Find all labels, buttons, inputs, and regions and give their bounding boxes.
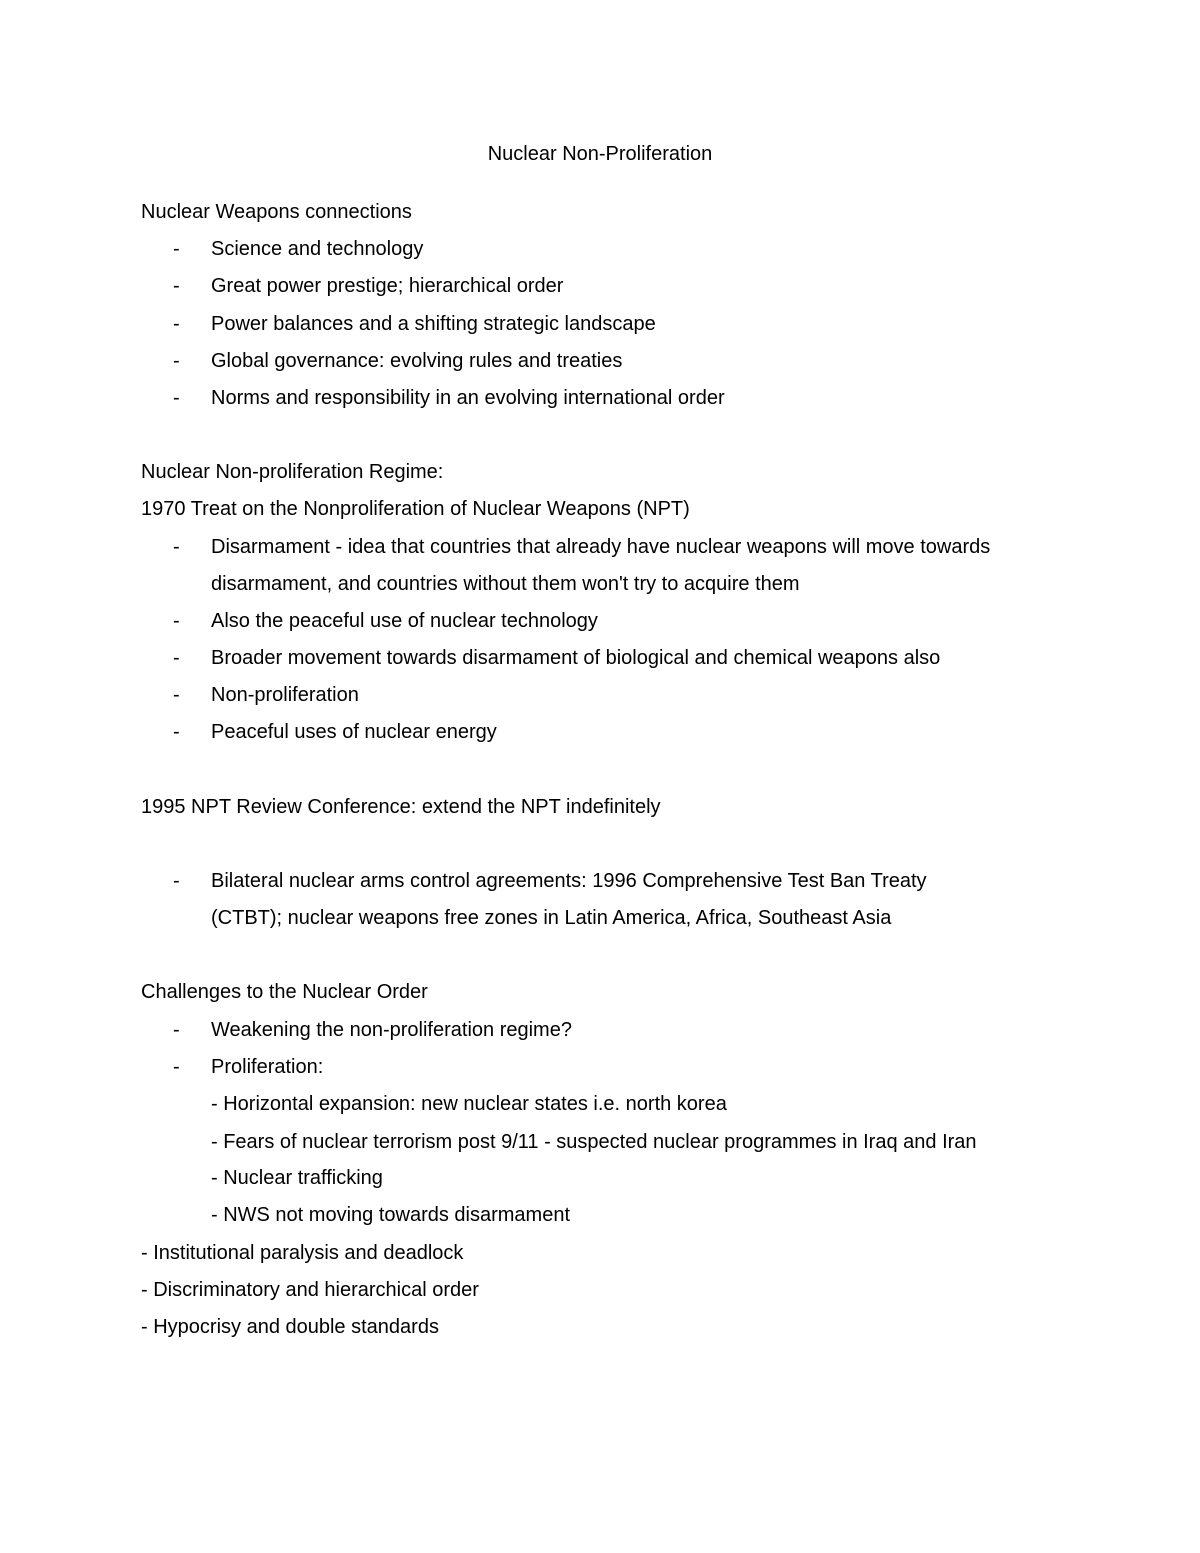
bullet-dash: -: [173, 313, 180, 335]
list-item-text: Broader movement towards disarmament of biological and chemical weapons also: [211, 647, 941, 669]
list-item-text: disarmament, and countries without them won't try to acquire them: [211, 573, 800, 595]
bullet-dash: -: [173, 1056, 180, 1078]
outer-list-item: - Institutional paralysis and deadlock: [141, 1242, 464, 1264]
section-subheading-npt: 1970 Treat on the Nonproliferation of Nuclear Weapons (NPT): [141, 498, 690, 520]
sub-list-item: - Horizontal expansion: new nuclear states i.e. north korea: [211, 1093, 727, 1115]
list-item-text: Bilateral nuclear arms control agreements: 1996 Comprehensive Test Ban Treaty: [211, 870, 927, 892]
list-item-text: Global governance: evolving rules and treaties: [211, 350, 623, 372]
bullet-dash: -: [173, 275, 180, 297]
list-item-text: Power balances and a shifting strategic landscape: [211, 313, 656, 335]
outer-list-item: - Hypocrisy and double standards: [141, 1316, 439, 1338]
bullet-dash: -: [173, 610, 180, 632]
list-item-text: Great power prestige; hierarchical order: [211, 275, 564, 297]
list-item-text: Peaceful uses of nuclear energy: [211, 721, 497, 743]
bullet-dash: -: [173, 238, 180, 260]
outer-list-item: - Discriminatory and hierarchical order: [141, 1279, 479, 1301]
list-item-text: Also the peaceful use of nuclear technology: [211, 610, 598, 632]
list-item-text: Science and technology: [211, 238, 424, 260]
bullet-dash: -: [173, 721, 180, 743]
list-item-text: (CTBT); nuclear weapons free zones in Latin America, Africa, Southeast Asia: [211, 907, 892, 929]
section-heading-regime: Nuclear Non-proliferation Regime:: [141, 461, 444, 483]
bullet-dash: -: [173, 350, 180, 372]
sub-list-item: - Fears of nuclear terrorism post 9/11 - suspected nuclear programmes in Iraq and Iran: [211, 1131, 977, 1153]
bullet-dash: -: [173, 387, 180, 409]
document-title: Nuclear Non-Proliferation: [487, 143, 713, 165]
list-item-text: Proliferation:: [211, 1056, 324, 1078]
list-item-text: Weakening the non-proliferation regime?: [211, 1019, 572, 1041]
bullet-dash: -: [173, 870, 180, 892]
list-item-text: Norms and responsibility in an evolving international order: [211, 387, 725, 409]
bullet-dash: -: [173, 536, 180, 558]
bullet-dash: -: [173, 647, 180, 669]
bullet-dash: -: [173, 1019, 180, 1041]
bullet-dash: -: [173, 684, 180, 706]
sub-list-item: - NWS not moving towards disarmament: [211, 1204, 571, 1226]
sub-list-item: - Nuclear trafficking: [211, 1167, 383, 1189]
section-heading-weapons-connections: Nuclear Weapons connections: [141, 201, 412, 223]
list-item-text: Disarmament - idea that countries that already have nuclear weapons will move towards: [211, 536, 991, 558]
list-item-text: Non-proliferation: [211, 684, 359, 706]
section-heading-review-conference: 1995 NPT Review Conference: extend the NPT indefinitely: [141, 796, 661, 818]
section-heading-challenges: Challenges to the Nuclear Order: [141, 981, 428, 1003]
